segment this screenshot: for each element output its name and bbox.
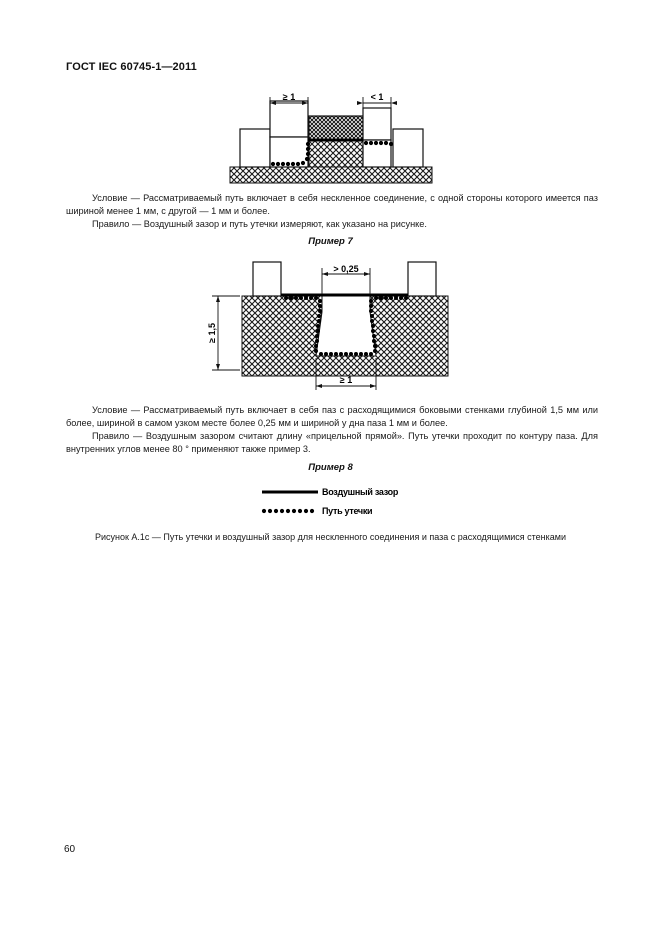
example-7-label: Пример 7	[308, 236, 353, 247]
dim-bottom-label: ≥ 1	[339, 375, 353, 385]
legend-air-gap-label: Воздушный зазор	[322, 487, 399, 497]
legend-creepage-dots	[262, 509, 314, 513]
left-part	[240, 129, 270, 167]
left-tall-part	[270, 101, 308, 137]
middle-dense-part	[309, 116, 363, 140]
block-b-text	[66, 404, 598, 456]
document-header: ГОСТ IEC 60745-1—2011	[66, 61, 197, 73]
page-number: 60	[64, 844, 76, 855]
dim-depth-label: ≥ 1,5	[207, 323, 217, 343]
block-a-condition: Условие — Рассматриваемый путь включает в себя нескленное соединение, с одной стороны которого имеется паз шириной менее 1 мм, с другой — 1 мм и более.	[66, 193, 598, 216]
dim-right-label: < 1	[370, 92, 384, 102]
left-block	[253, 262, 281, 296]
block-a-text	[66, 192, 598, 231]
right-tall-part	[363, 108, 391, 140]
right-block	[408, 262, 436, 296]
block-a-rule: Правило — Воздушный зазор и путь утечки измеряют, как указано на рисунке.	[92, 219, 427, 229]
block-b-rule: Правило — Воздушным зазором считают длину «прицельной прямой». Путь утечки проходит по контуру паза. Для внутренних углов менее 80 ° применяют также пример 3.	[66, 431, 598, 454]
right-part	[393, 129, 423, 167]
base-insulation	[230, 167, 432, 183]
legend	[258, 484, 428, 520]
figure-example-7	[0, 0, 661, 200]
figure-caption: Рисунок А.1с — Путь утечки и воздушный зазор для нескленного соединения и паза с расходящимися стенками	[94, 532, 567, 542]
dim-top-label: > 0,25	[333, 264, 359, 274]
example-8-label: Пример 8	[308, 462, 353, 473]
dim-left-label: ≥ 1	[282, 92, 296, 102]
figure-example-8	[0, 250, 661, 400]
middle-lower-part	[309, 140, 363, 167]
legend-creepage-label: Путь утечки	[322, 506, 373, 516]
block-b-condition: Условие — Рассматриваемый путь включает в себя паз с расходящимися боковыми стенками глубиной 1,5 мм или более, шириной в самом узком месте более 0,25 мм и шириной у дна паза 1 мм и более.	[66, 405, 598, 428]
